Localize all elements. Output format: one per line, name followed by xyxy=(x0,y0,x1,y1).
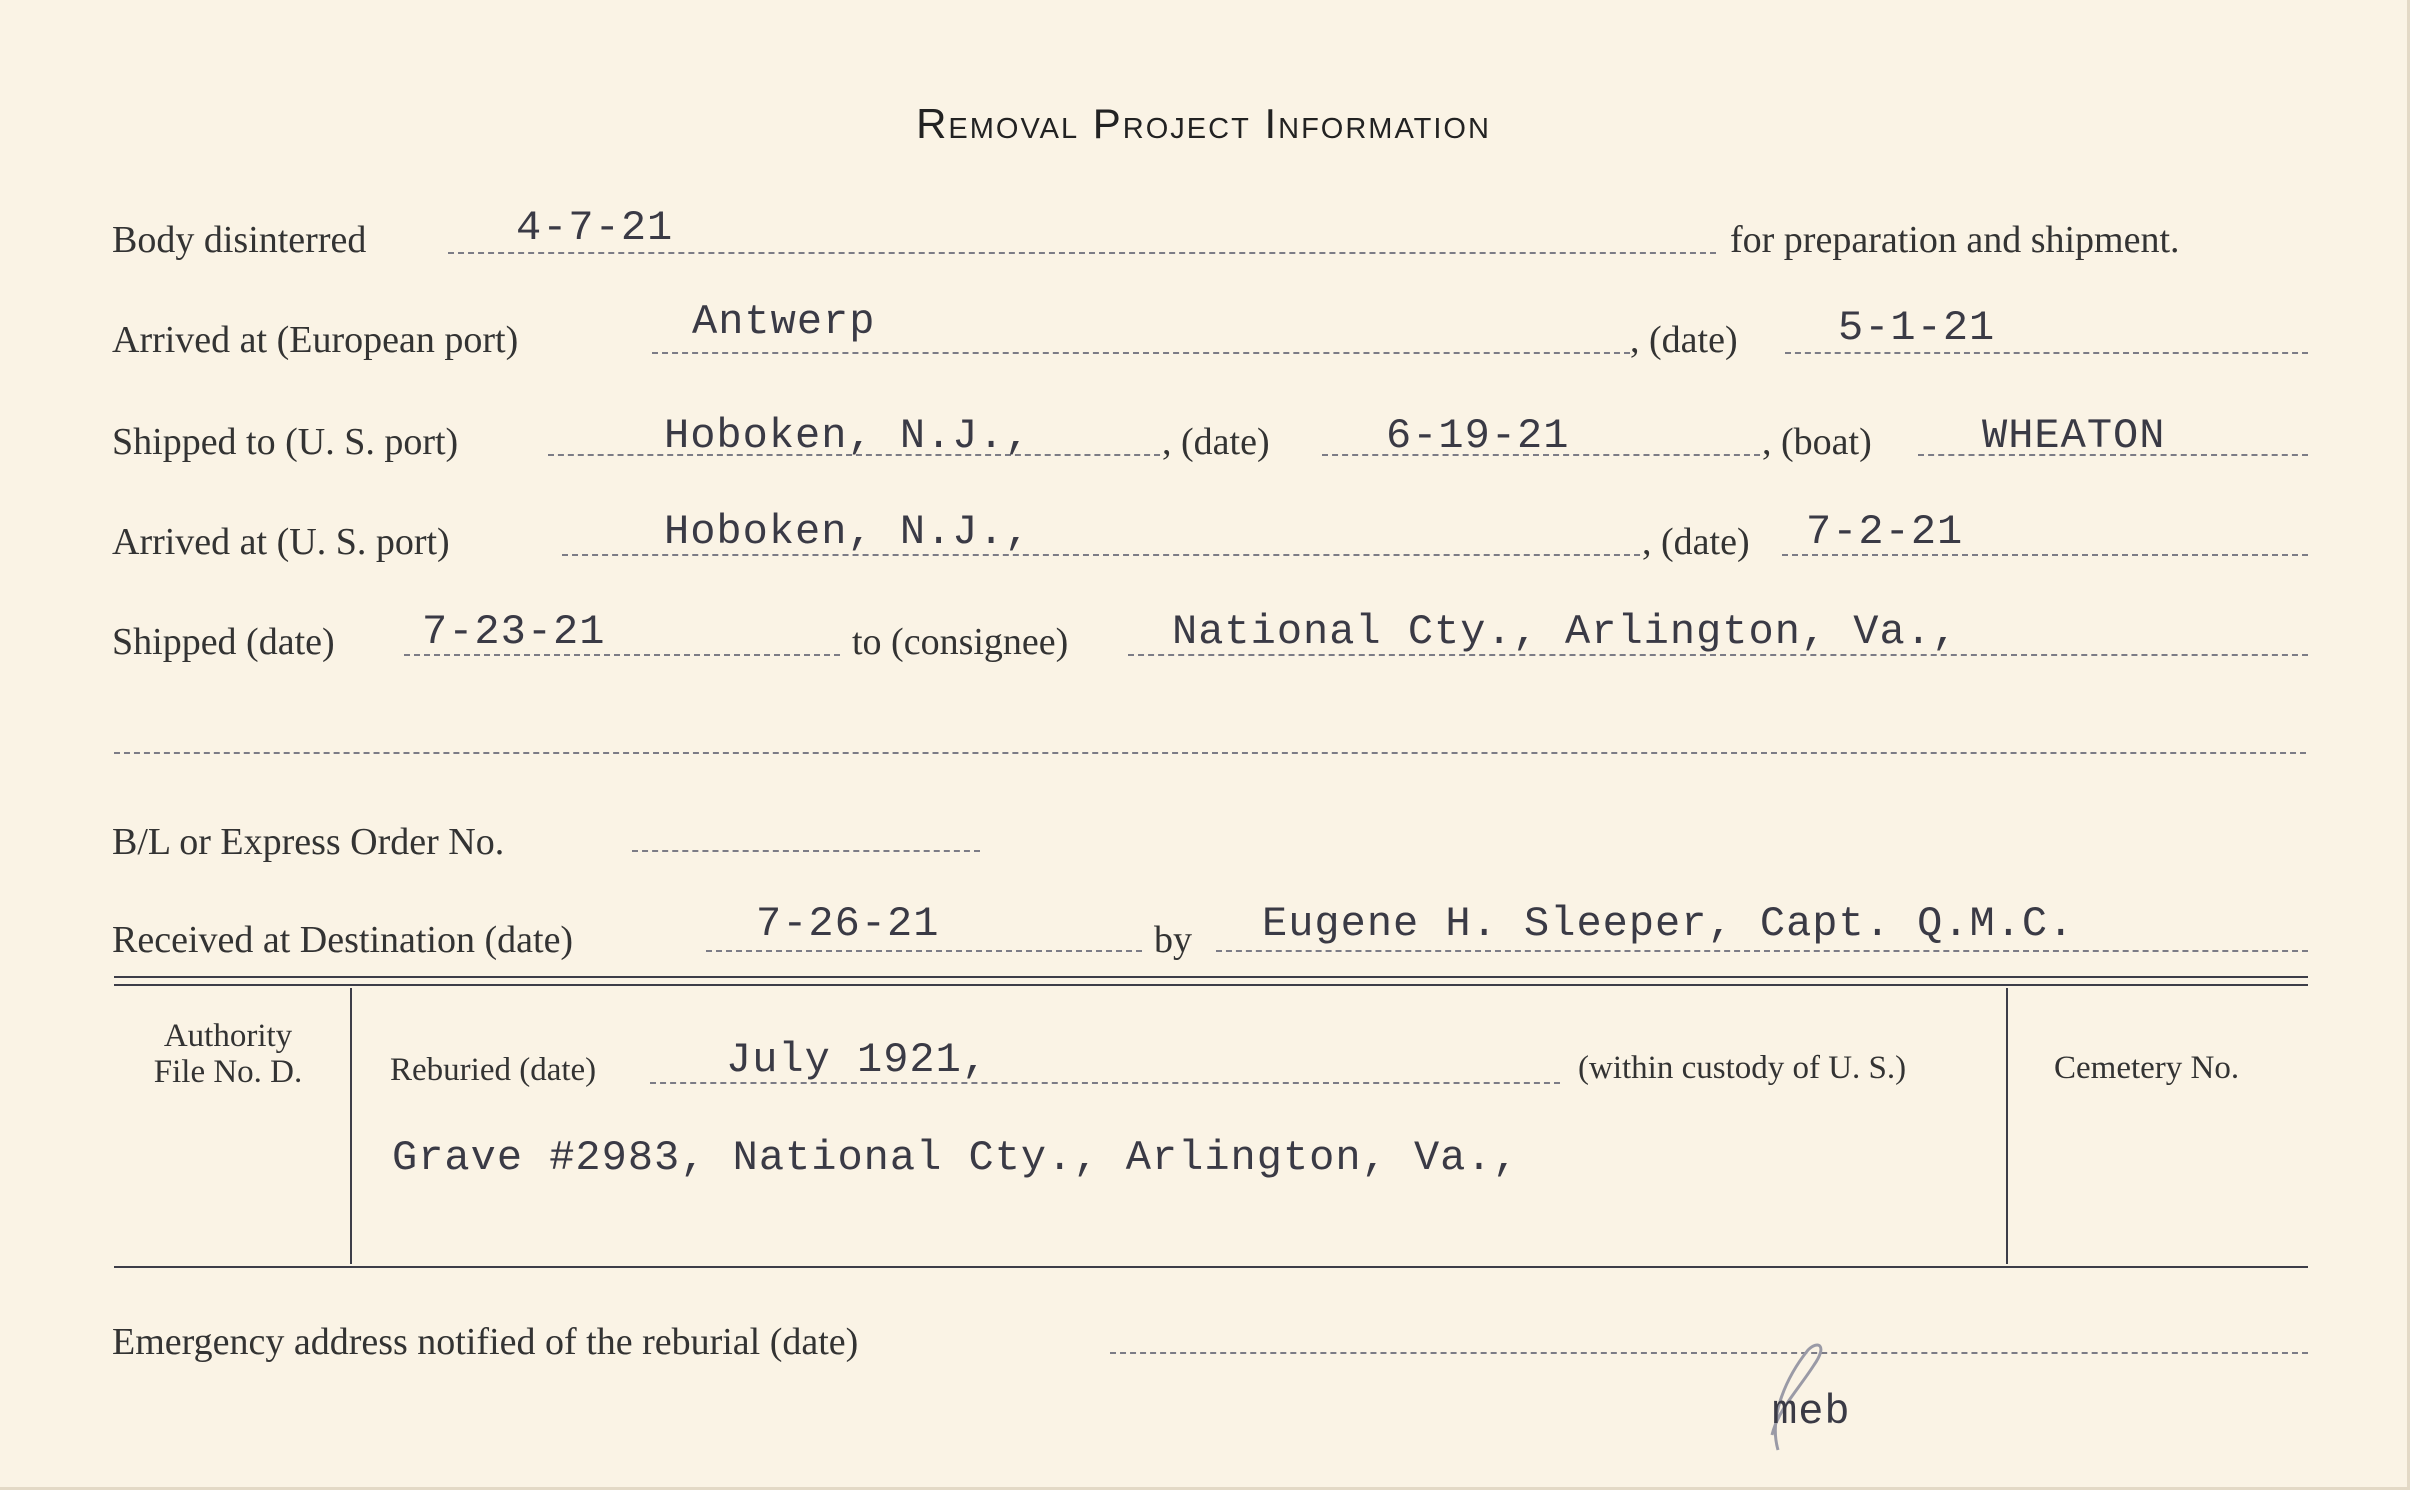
clerk-initials: meb xyxy=(1772,1388,1851,1436)
received-by-line xyxy=(1216,950,2308,952)
arrived-us-port: Hoboken, N.J., xyxy=(664,508,1031,556)
authority-line-1: Authority xyxy=(163,1018,293,1054)
received-label: Received at Destination (date) xyxy=(112,919,574,961)
bl-order-line xyxy=(632,850,980,852)
body-disinterred-label: Body disinterred xyxy=(112,219,367,261)
box-bottom-line xyxy=(114,1266,2308,1268)
grave-location: Grave #2983, National Cty., Arlington, Va., xyxy=(392,1134,1519,1182)
arrived-european-date-label: , (date) xyxy=(1630,319,1738,361)
shipped-us-date-label: , (date) xyxy=(1162,421,1270,463)
arrived-us-date-label: , (date) xyxy=(1642,521,1750,563)
reburied-suffix: (within custody of U. S.) xyxy=(1578,1050,1907,1086)
continuation-line xyxy=(114,752,2306,754)
consignee-label: to (consignee) xyxy=(852,621,1069,663)
arrived-european-port-line xyxy=(652,352,1630,354)
authority-line-2: File No. D. xyxy=(153,1054,303,1090)
arrived-european-date-line xyxy=(1785,352,2308,354)
reburied-label: Reburied (date) xyxy=(390,1052,597,1088)
shipped-us-label: Shipped to (U. S. port) xyxy=(112,421,459,463)
received-date: 7-26-21 xyxy=(756,900,940,948)
body-disinterred-date: 4-7-21 xyxy=(516,204,674,252)
arrived-us-label: Arrived at (U. S. port) xyxy=(112,521,450,563)
shipped-us-date: 6-19-21 xyxy=(1386,412,1570,460)
emergency-label: Emergency address notified of the reburial (date) xyxy=(112,1321,859,1363)
cemetery-label: Cemetery No. xyxy=(2054,1050,2240,1086)
body-disinterred-line xyxy=(448,252,1716,254)
box-top-line-2 xyxy=(114,984,2308,986)
card-title: Removal Project Information xyxy=(916,100,1491,147)
body-disinterred-suffix: for preparation and shipment. xyxy=(1730,219,2180,261)
shipped-date-label: Shipped (date) xyxy=(112,621,335,663)
shipped-us-port: Hoboken, N.J., xyxy=(664,412,1031,460)
arrived-us-date: 7-2-21 xyxy=(1806,508,1964,556)
shipped-us-boat: WHEATON xyxy=(1982,412,2166,460)
reburied-date: July 1921, xyxy=(726,1036,989,1084)
emergency-line xyxy=(1110,1352,2308,1354)
received-by-label: by xyxy=(1154,919,1192,961)
box-divider-left xyxy=(350,988,352,1264)
received-by: Eugene H. Sleeper, Capt. Q.M.C. xyxy=(1262,900,2075,948)
arrived-european-date: 5-1-21 xyxy=(1838,304,1996,352)
box-divider-right xyxy=(2006,988,2008,1264)
box-top-line-1 xyxy=(114,976,2308,978)
shipped-us-boat-label: , (boat) xyxy=(1762,421,1872,463)
consignee-value: National Cty., Arlington, Va., xyxy=(1172,608,1959,656)
shipped-date: 7-23-21 xyxy=(422,608,606,656)
arrived-european-port: Antwerp xyxy=(692,298,876,346)
arrived-european-label: Arrived at (European port) xyxy=(112,319,519,361)
bl-order-label: B/L or Express Order No. xyxy=(112,821,505,863)
received-date-line xyxy=(706,950,1142,952)
